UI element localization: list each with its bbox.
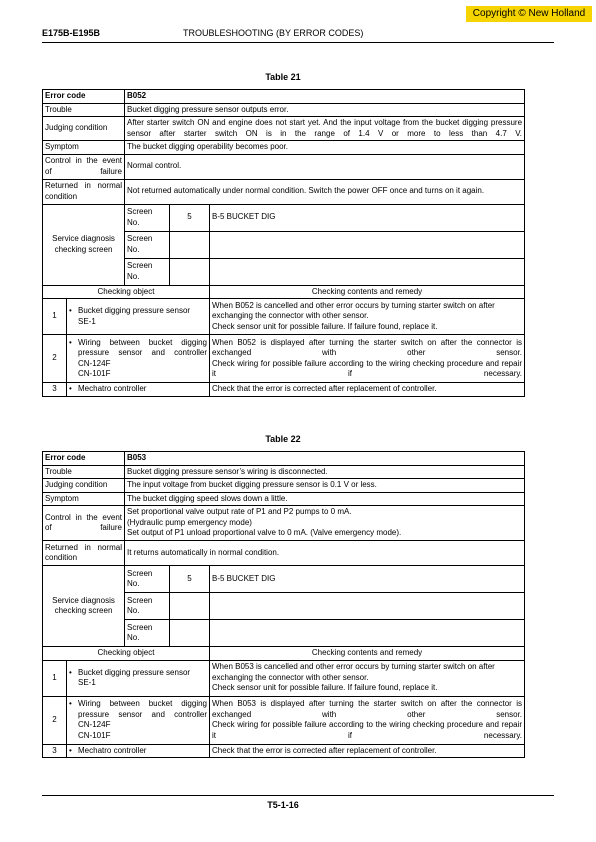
trouble-value: Bucket digging pressure sensor outputs error.: [125, 103, 525, 117]
screen-name: [210, 258, 525, 285]
screen-name: B-5 BUCKET DIG: [210, 204, 525, 231]
screen-no-value: [170, 620, 210, 647]
bullet-icon: •: [69, 337, 72, 347]
checking-object-header: Checking object: [43, 285, 210, 299]
check-object-line: Mechatro controller: [78, 745, 147, 755]
bullet-icon: •: [69, 745, 72, 755]
check-object-line: Bucket digging pressure sensor: [78, 667, 191, 677]
service-diagnosis-label: Service diagnosis checking screen: [43, 204, 125, 285]
check-object-line: Wiring between bucket digging pressure sensor and controller: [78, 337, 207, 357]
trouble-label: Trouble: [43, 103, 125, 117]
check-remedy: [210, 660, 525, 696]
remedy-line: When B052 is cancelled and other error occurs by turning starter switch on after exchanging the connector with other sensor.: [212, 300, 495, 321]
error-code-label: Error code: [43, 90, 125, 104]
control-line: Set proportional valve output rate of P1 and P2 pumps to 0 mA.: [127, 507, 352, 517]
checking-contents-header: Checking contents and remedy: [210, 285, 525, 299]
check-object-line: CN-124F: [78, 720, 111, 729]
service-diagnosis-label: Service diagnosis checking screen: [43, 566, 125, 647]
check-object-line: Wiring between bucket digging pressure sensor and controller: [78, 699, 207, 719]
bullet-icon: •: [69, 667, 72, 677]
header-model: E175B-E195B: [42, 28, 101, 38]
checking-contents-header: Checking contents and remedy: [210, 647, 525, 661]
judging-value: After starter switch ON and engine does not start yet. And the input voltage from the bucket digging pressure sensor after starter switch ON is in the range of 1.4 V or more to less than 4.7 V.: [125, 117, 525, 141]
error-code-value: B053: [125, 452, 525, 466]
check-object-line: Bucket digging pressure sensor: [78, 306, 191, 315]
error-code-label: Error code: [43, 452, 125, 466]
screen-no-value: [170, 258, 210, 285]
check-remedy: [210, 299, 525, 335]
bullet-icon: •: [69, 306, 72, 315]
check-object: [67, 299, 210, 335]
returned-label: Returned in normal condition: [43, 179, 125, 204]
trouble-label: Trouble: [43, 465, 125, 479]
check-object-line: CN-124F: [78, 358, 111, 368]
screen-no-value: [170, 593, 210, 620]
judging-value: The input voltage from bucket digging pressure sensor is 0.1 V or less.: [125, 479, 525, 493]
screen-no-label: Screen No.: [125, 231, 170, 258]
check-number: 1: [43, 299, 67, 335]
error-table: [42, 451, 525, 758]
bullet-icon: •: [69, 384, 72, 393]
remedy-line: Check wiring for possible failure according to the wiring checking procedure and repair it if necessary.: [212, 720, 523, 740]
check-number: 3: [43, 383, 67, 397]
returned-value: Not returned automatically under normal condition. Switch the power OFF once and turns on it again.: [125, 179, 525, 204]
checking-object-header: Checking object: [43, 647, 210, 661]
remedy-line: Check that the error is corrected after replacement of controller.: [212, 384, 437, 393]
remedy-line: Check sensor unit for possible failure. If failure found, replace it.: [212, 683, 438, 693]
control-label: Control in the event of failure: [43, 506, 125, 541]
check-object: [67, 335, 210, 383]
judging-label: Judging condition: [43, 117, 125, 141]
screen-no-label: Screen No.: [125, 204, 170, 231]
control-line: Normal control.: [127, 161, 182, 171]
check-number: 1: [43, 660, 67, 696]
check-object: [67, 383, 210, 397]
bullet-icon: •: [69, 699, 72, 708]
remedy-line: Check sensor unit for possible failure. If failure found, replace it.: [212, 321, 438, 331]
symptom-label: Symptom: [43, 492, 125, 506]
screen-no-value: 5: [170, 566, 210, 593]
table-title: Table 22: [265, 434, 301, 444]
returned-label: Returned in normal condition: [43, 541, 125, 566]
check-object-line: Mechatro controller: [78, 384, 147, 393]
check-remedy: [210, 383, 525, 397]
header-rule: [42, 42, 554, 43]
control-line: (Hydraulic pump emergency mode): [127, 517, 252, 527]
check-number: 2: [43, 335, 67, 383]
returned-value: It returns automatically in normal condition.: [125, 541, 525, 566]
remedy-line: When B053 is displayed after turning the starter switch on after the connector is exchanged with other sensor.: [212, 699, 523, 719]
screen-name: [210, 593, 525, 620]
check-number: 2: [43, 696, 67, 744]
check-object-line: SE-1: [78, 316, 96, 326]
error-code-value: B052: [125, 90, 525, 104]
screen-name: [210, 620, 525, 647]
symptom-label: Symptom: [43, 141, 125, 155]
check-remedy: [210, 335, 525, 383]
screen-no-label: Screen No.: [125, 566, 170, 593]
footer-rule: [42, 795, 554, 796]
check-object-line: CN-101F: [78, 369, 111, 378]
check-object: [67, 744, 210, 758]
error-table: [42, 89, 525, 397]
page-number: T5-1-16: [267, 800, 299, 810]
check-object-line: CN-101F: [78, 730, 111, 740]
screen-no-label: Screen No.: [125, 620, 170, 647]
judging-label: Judging condition: [43, 479, 125, 493]
symptom-value: The bucket digging operability becomes poor.: [125, 141, 525, 155]
screen-no-value: [170, 231, 210, 258]
trouble-value: Bucket digging pressure sensor’s wiring is disconnected.: [125, 465, 525, 479]
screen-no-value: 5: [170, 204, 210, 231]
screen-no-label: Screen No.: [125, 258, 170, 285]
remedy-line: Check that the error is corrected after replacement of controller.: [212, 745, 437, 755]
remedy-line: When B053 is cancelled and other error occurs by turning starter switch on after exchanging the connector with other sensor.: [212, 662, 495, 682]
screen-name: [210, 231, 525, 258]
symptom-value: The bucket digging speed slows down a little.: [125, 492, 525, 506]
control-line: Set output of P1 unload proportional valve to 0 mA. (Valve emergency mode).: [127, 528, 402, 538]
remedy-line: When B052 is displayed after turning the starter switch on after the connector is exchanged with other sensor.: [212, 337, 523, 357]
copyright-badge: Copyright © New Holland: [466, 6, 592, 22]
control-value: [125, 506, 525, 541]
check-object: [67, 696, 210, 744]
check-remedy: [210, 696, 525, 744]
check-object-line: SE-1: [78, 678, 96, 687]
remedy-line: Check wiring for possible failure according to the wiring checking procedure and repair it if necessary.: [212, 358, 523, 378]
check-remedy: [210, 744, 525, 758]
control-label: Control in the event of failure: [43, 154, 125, 179]
control-value: [125, 154, 525, 179]
check-object: [67, 660, 210, 696]
screen-name: B-5 BUCKET DIG: [210, 566, 525, 593]
screen-no-label: Screen No.: [125, 593, 170, 620]
table-title: Table 21: [265, 72, 301, 82]
header-title: TROUBLESHOOTING (BY ERROR CODES): [183, 28, 364, 38]
check-number: 3: [43, 744, 67, 758]
